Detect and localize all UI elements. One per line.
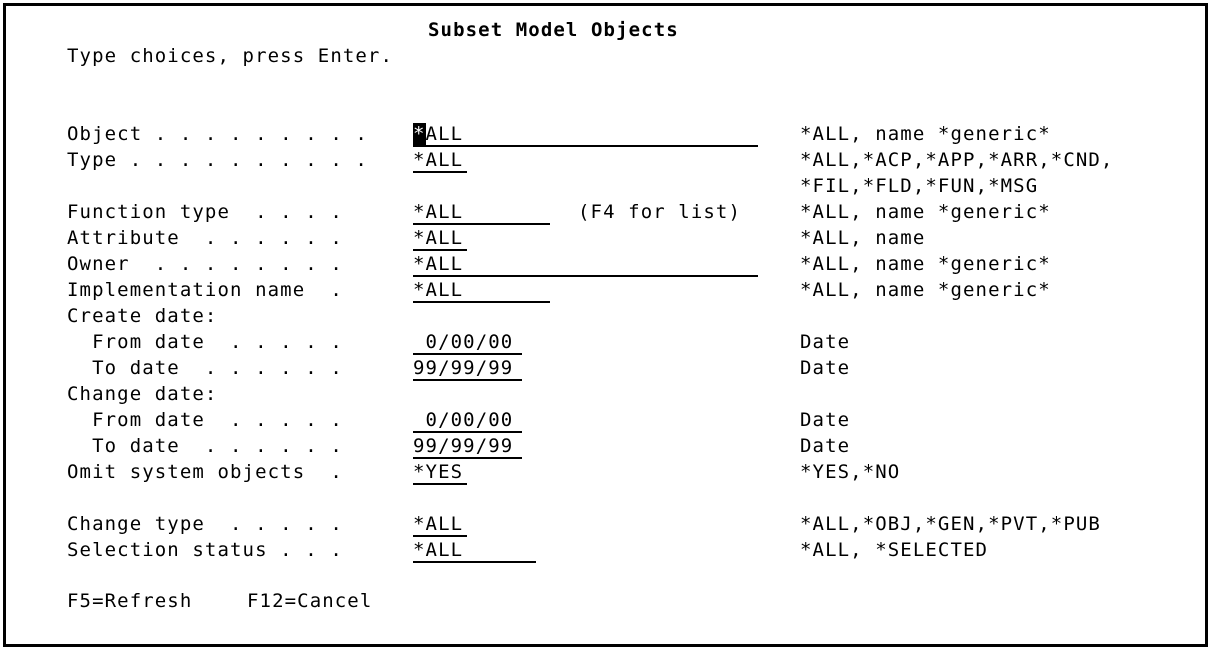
f5-refresh-key[interactable]: F5=Refresh [67,590,193,612]
selection-status-hint: *ALL, *SELECTED [800,539,989,561]
create-to-date-label: To date . . . . . . [67,357,343,379]
owner-label: Owner . . . . . . . . [67,253,343,275]
change-date-heading: Change date: [67,383,218,405]
instructions: Type choices, press Enter. [67,45,394,67]
omit-system-objects-label: Omit system objects . [67,461,343,483]
object-value: ALL [425,123,464,145]
type-input[interactable]: *ALL [413,147,467,173]
change-type-label: Change type . . . . . [67,513,343,535]
owner-hint: *ALL, name *generic* [800,253,1051,275]
function-type-hint: *ALL, name *generic* [800,201,1051,223]
attribute-label: Attribute . . . . . . [67,227,343,249]
change-to-date-input[interactable]: 99/99/99 [413,433,522,459]
implementation-name-label: Implementation name . [67,279,343,301]
omit-system-objects-hint: *YES,*NO [800,461,901,483]
omit-system-objects-input[interactable]: *YES [413,459,467,485]
f12-cancel-key[interactable]: F12=Cancel [247,590,373,612]
create-from-date-input[interactable]: 0/00/00 [413,329,522,355]
change-to-date-label: To date . . . . . . [67,435,343,457]
create-to-date-hint: Date [800,357,851,379]
change-to-date-hint: Date [800,435,851,457]
create-date-heading: Create date: [67,305,218,327]
implementation-name-input[interactable]: *ALL [413,277,550,303]
change-from-date-input[interactable]: 0/00/00 [413,407,522,433]
object-hint: *ALL, name *generic* [800,123,1051,145]
text-cursor: * [413,123,426,145]
create-from-date-label: From date . . . . . [67,331,343,353]
create-to-date-input[interactable]: 99/99/99 [413,355,522,381]
type-hint: *ALL,*ACP,*APP,*ARR,*CND, [800,149,1114,171]
change-from-date-label: From date . . . . . [67,409,343,431]
type-label: Type . . . . . . . . . . [67,149,368,171]
object-input[interactable] [413,121,758,147]
function-type-label: Function type . . . . [67,201,343,223]
create-from-date-hint: Date [800,331,851,353]
implementation-name-hint: *ALL, name *generic* [800,279,1051,301]
function-type-input[interactable]: *ALL [413,199,550,225]
object-label: Object . . . . . . . . . [67,123,368,145]
owner-input[interactable]: *ALL [413,251,758,277]
selection-status-input[interactable]: *ALL [413,537,536,563]
screen-title: Subset Model Objects [428,19,679,41]
change-type-hint: *ALL,*OBJ,*GEN,*PVT,*PUB [800,513,1101,535]
change-from-date-hint: Date [800,409,851,431]
attribute-input[interactable]: *ALL [413,225,467,251]
f4-for-list-note: (F4 for list) [578,201,742,223]
attribute-hint: *ALL, name [800,227,926,249]
type-hint-continued: *FIL,*FLD,*FUN,*MSG [800,175,1039,197]
selection-status-label: Selection status . . . [67,539,343,561]
change-type-input[interactable]: *ALL [413,511,467,537]
